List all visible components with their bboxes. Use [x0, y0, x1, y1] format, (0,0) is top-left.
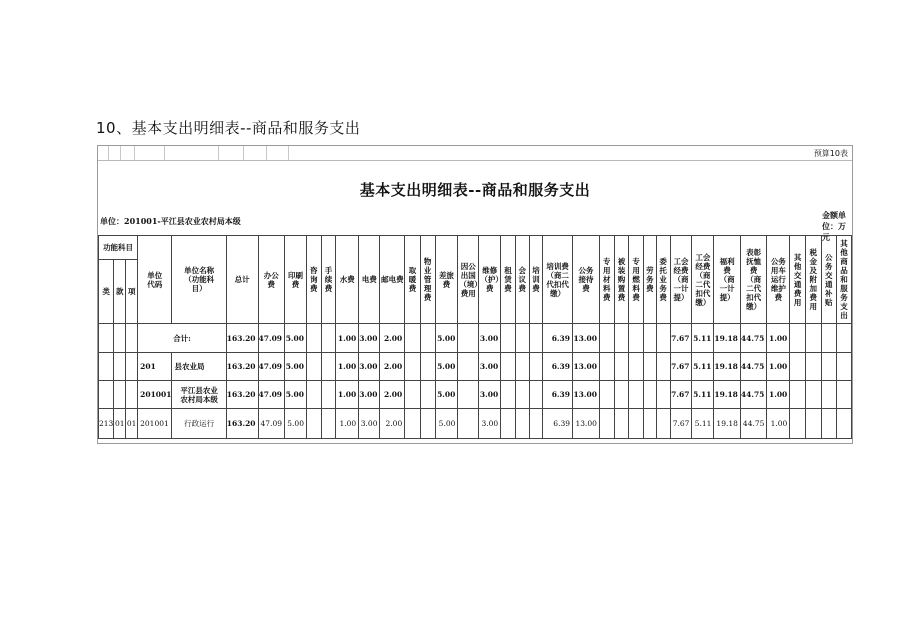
uniform-cell	[614, 353, 629, 381]
expenditure-table	[98, 235, 852, 439]
meeting-cell	[515, 324, 529, 353]
labor-cell	[643, 353, 656, 381]
travel-header: 差旅费	[435, 236, 458, 324]
reception-cell: 13.00	[573, 409, 600, 439]
subsidy-cell	[821, 381, 837, 409]
office-cell: 47.09	[258, 353, 285, 381]
labor-cell	[643, 324, 656, 353]
vehicle-header: 公务用车运行维护费	[767, 236, 790, 324]
other-header: 其他商品和服务支出	[837, 236, 852, 324]
other-cell	[837, 409, 852, 439]
heating-cell	[405, 381, 421, 409]
subsidy-cell	[821, 324, 837, 353]
water-cell: 1.00	[336, 324, 359, 353]
table-row	[99, 409, 852, 439]
tax-cell	[805, 324, 821, 353]
unit-name-cell: 县农业局	[172, 353, 226, 381]
meeting-cell	[515, 381, 529, 409]
electric-header: 电费	[359, 236, 380, 324]
total-header: 总计	[226, 236, 258, 324]
total-cell: 163.20	[226, 381, 258, 409]
union-sub-cell: 5.11	[692, 353, 714, 381]
training-header: 培训费	[529, 236, 543, 324]
union-header: 工会经费（商一计提）	[670, 236, 692, 324]
lei-cell: 213	[99, 409, 114, 439]
kuan-header: 款	[114, 260, 126, 324]
training-sub-cell: 6.39	[543, 324, 573, 353]
rent-cell	[501, 409, 516, 439]
commend-cell: 44.75	[740, 381, 767, 409]
post-cell: 2.00	[380, 409, 405, 439]
total-cell: 163.20	[226, 409, 258, 439]
training-cell	[529, 381, 543, 409]
consult-cell	[306, 381, 321, 409]
reception-cell: 13.00	[573, 324, 600, 353]
property-header: 物业管理费	[420, 236, 435, 324]
fuel-cell	[629, 381, 644, 409]
union-sub-cell: 5.11	[692, 381, 714, 409]
training-cell	[529, 409, 543, 439]
rent-cell	[501, 381, 516, 409]
travel-cell: 5.00	[435, 409, 458, 439]
union-cell: 7.67	[670, 353, 692, 381]
xiang-cell	[126, 353, 138, 381]
print-header: 印刷费	[285, 236, 307, 324]
commend-cell: 44.75	[740, 409, 767, 439]
transport-cell	[790, 324, 806, 353]
kuan-cell: 01	[114, 409, 126, 439]
table-row	[99, 353, 852, 381]
property-cell	[420, 324, 435, 353]
materials-cell	[599, 381, 614, 409]
uniform-cell	[614, 409, 629, 439]
table-row	[99, 381, 852, 409]
entrust-header: 委托业务费	[656, 236, 670, 324]
print-cell: 5.00	[285, 353, 307, 381]
water-header: 水费	[336, 236, 359, 324]
entrust-cell	[656, 353, 670, 381]
kuan-cell	[114, 353, 126, 381]
property-cell	[420, 409, 435, 439]
union-cell: 7.67	[670, 409, 692, 439]
handling-cell	[321, 409, 336, 439]
materials-cell	[599, 409, 614, 439]
abroad-header: 因公出国（境）费用	[458, 236, 479, 324]
post-header: 邮电费	[380, 236, 405, 324]
unit-code-header: 单位代码	[138, 236, 172, 324]
handling-header: 手续费	[321, 236, 336, 324]
page-heading: 10、基本支出明细表--商品和服务支出	[96, 119, 361, 137]
heating-header: 取暖费	[405, 236, 421, 324]
vehicle-cell: 1.00	[767, 324, 790, 353]
office-cell: 47.09	[258, 324, 285, 353]
property-cell	[420, 353, 435, 381]
unit-code-cell: 201	[138, 353, 172, 381]
electric-cell: 3.00	[359, 409, 380, 439]
reception-header: 公务接待费	[573, 236, 600, 324]
fuel-cell	[629, 409, 644, 439]
union-sub-cell: 5.11	[692, 409, 714, 439]
training-cell	[529, 353, 543, 381]
vehicle-cell: 1.00	[767, 381, 790, 409]
lei-cell	[99, 353, 114, 381]
fuel-header: 专用燃料费	[629, 236, 644, 324]
abroad-cell	[458, 381, 479, 409]
subsidy-header: 公务交通补贴	[821, 236, 837, 324]
heating-cell	[405, 409, 421, 439]
vehicle-cell: 1.00	[767, 409, 790, 439]
print-cell: 5.00	[285, 324, 307, 353]
union-cell: 7.67	[670, 381, 692, 409]
total-label-cell: 合计:	[138, 324, 227, 353]
other-cell	[837, 381, 852, 409]
unit-code-cell: 201001	[138, 409, 172, 439]
uniform-cell	[614, 324, 629, 353]
unit-code-cell: 201001	[138, 381, 172, 409]
unit-label: 单位：201001-平江县农业农村局本级	[100, 216, 241, 226]
uniform-header: 被装购置费	[614, 236, 629, 324]
tax-cell	[805, 353, 821, 381]
post-cell: 2.00	[380, 324, 405, 353]
uniform-cell	[614, 381, 629, 409]
meeting-header: 会议费	[515, 236, 529, 324]
post-cell: 2.00	[380, 353, 405, 381]
commend-header: 表彰抚恤费（商二代扣代缴）	[740, 236, 767, 324]
consult-cell	[306, 409, 321, 439]
entrust-cell	[656, 381, 670, 409]
union-sub-header: 工会经费（商二代扣代缴）	[692, 236, 714, 324]
fuel-cell	[629, 353, 644, 381]
welfare-cell: 19.18	[714, 409, 741, 439]
handling-cell	[321, 381, 336, 409]
training-sub-cell: 6.39	[543, 381, 573, 409]
maintain-cell: 3.00	[479, 353, 501, 381]
xiang-cell: 01	[126, 409, 138, 439]
rent-header: 租赁费	[501, 236, 516, 324]
xiang-header: 项	[126, 260, 138, 324]
water-cell: 1.00	[336, 381, 359, 409]
maintain-header: 维修（护）费	[479, 236, 501, 324]
print-cell: 5.00	[285, 381, 307, 409]
tax-header: 税金及附加费用	[805, 236, 821, 324]
electric-cell: 3.00	[359, 381, 380, 409]
transport-header: 其他交通费用	[790, 236, 806, 324]
spreadsheet-image	[97, 145, 853, 444]
labor-cell	[643, 409, 656, 439]
heating-cell	[405, 324, 421, 353]
office-cell: 47.09	[258, 409, 285, 439]
header-row-1	[99, 236, 852, 260]
consult-cell	[306, 353, 321, 381]
transport-cell	[790, 409, 806, 439]
table-title: 基本支出明细表--商品和服务支出	[359, 181, 591, 199]
maintain-cell: 3.00	[479, 409, 501, 439]
meeting-cell	[515, 409, 529, 439]
labor-header: 劳务费	[643, 236, 656, 324]
consult-cell	[306, 324, 321, 353]
travel-cell: 5.00	[435, 381, 458, 409]
materials-cell	[599, 353, 614, 381]
property-cell	[420, 381, 435, 409]
tax-cell	[805, 381, 821, 409]
table-row	[99, 324, 852, 353]
func-subject-header: 功能科目	[99, 236, 138, 260]
post-cell: 2.00	[380, 381, 405, 409]
training-sub-cell: 6.39	[543, 353, 573, 381]
union-cell: 7.67	[670, 324, 692, 353]
materials-cell	[599, 324, 614, 353]
training-sub-header: 培训费（商二代扣代缴）	[543, 236, 573, 324]
commend-cell: 44.75	[740, 324, 767, 353]
training-cell	[529, 324, 543, 353]
water-cell: 1.00	[336, 409, 359, 439]
unit-name-cell: 平江县农业农村局本级	[172, 381, 226, 409]
unit-name-cell: 行政运行	[172, 409, 226, 439]
reception-cell: 13.00	[573, 353, 600, 381]
welfare-cell: 19.18	[714, 381, 741, 409]
labor-cell	[643, 381, 656, 409]
travel-cell: 5.00	[435, 324, 458, 353]
tax-cell	[805, 409, 821, 439]
total-cell: 163.20	[226, 353, 258, 381]
table-number: 预算10表	[813, 149, 848, 158]
lei-cell	[99, 324, 114, 353]
travel-cell: 5.00	[435, 353, 458, 381]
entrust-cell	[656, 409, 670, 439]
welfare-cell: 19.18	[714, 353, 741, 381]
meeting-cell	[515, 353, 529, 381]
money-unit: 金额单位：万元	[822, 210, 846, 242]
office-cell: 47.09	[258, 381, 285, 409]
rent-cell	[501, 324, 516, 353]
kuan-cell	[114, 381, 126, 409]
total-cell: 163.20	[226, 324, 258, 353]
unit-name-header: 单位名称（功能科目）	[172, 236, 226, 324]
handling-cell	[321, 324, 336, 353]
abroad-cell	[458, 353, 479, 381]
office-header: 办公费	[258, 236, 285, 324]
commend-cell: 44.75	[740, 353, 767, 381]
union-sub-cell: 5.11	[692, 324, 714, 353]
maintain-cell: 3.00	[479, 324, 501, 353]
electric-cell: 3.00	[359, 324, 380, 353]
maintain-cell: 3.00	[479, 381, 501, 409]
other-cell	[837, 353, 852, 381]
other-cell	[837, 324, 852, 353]
consult-header: 咨询费	[306, 236, 321, 324]
heating-cell	[405, 353, 421, 381]
spreadsheet-gridlines	[98, 146, 852, 161]
transport-cell	[790, 381, 806, 409]
abroad-cell	[458, 324, 479, 353]
print-cell: 5.00	[285, 409, 307, 439]
lei-header: 类	[99, 260, 114, 324]
fuel-cell	[629, 324, 644, 353]
lei-cell	[99, 381, 114, 409]
transport-cell	[790, 353, 806, 381]
xiang-cell	[126, 381, 138, 409]
electric-cell: 3.00	[359, 353, 380, 381]
reception-cell: 13.00	[573, 381, 600, 409]
kuan-cell	[114, 324, 126, 353]
handling-cell	[321, 353, 336, 381]
abroad-cell	[458, 409, 479, 439]
training-sub-cell: 6.39	[543, 409, 573, 439]
subsidy-cell	[821, 409, 837, 439]
rent-cell	[501, 353, 516, 381]
subsidy-cell	[821, 353, 837, 381]
entrust-cell	[656, 324, 670, 353]
water-cell: 1.00	[336, 353, 359, 381]
welfare-cell: 19.18	[714, 324, 741, 353]
vehicle-cell: 1.00	[767, 353, 790, 381]
welfare-header: 福利费（商一计提）	[714, 236, 741, 324]
xiang-cell	[126, 324, 138, 353]
materials-header: 专用材料费	[599, 236, 614, 324]
